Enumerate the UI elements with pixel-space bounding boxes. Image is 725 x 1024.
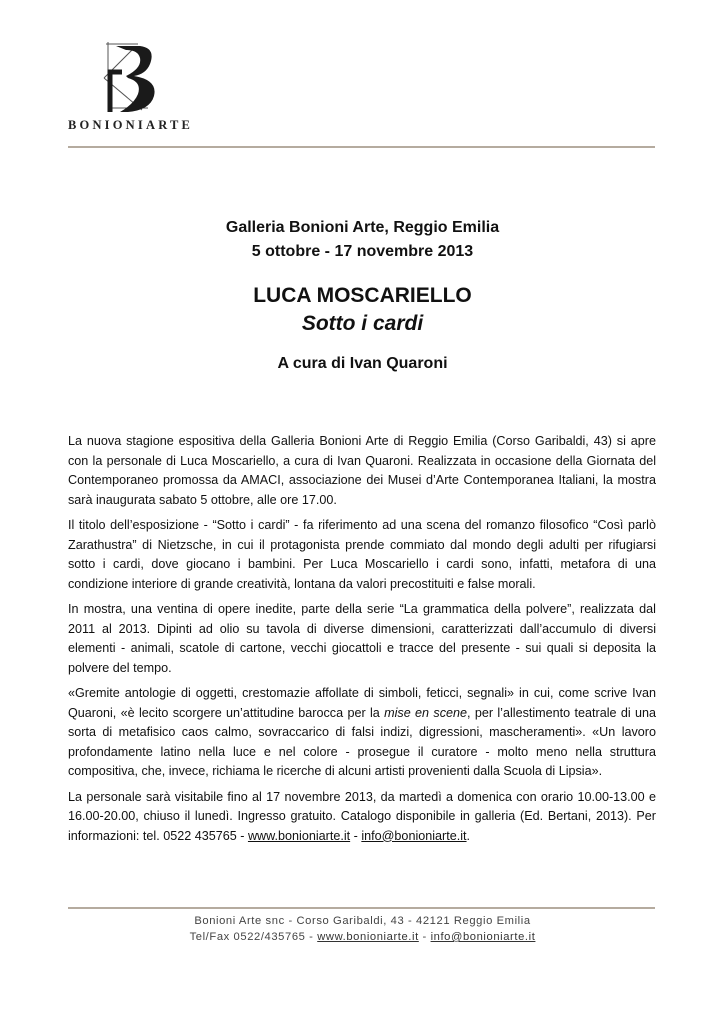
exhibition-title: Sotto i cardi	[301, 312, 424, 335]
press-release-body	[68, 432, 656, 852]
paragraph-4-end: , per l’allestimento teatrale di una sorta di metafisico caos calmo, sovraccarico di falsi indizi, digressioni, mascheramenti». «Un lavoro profondamente latino nella luce e nel colore - prosegue il curatore - molto meno nella struttura compositiva, che, invece, richiama le ricerche di alcuni artisti provenienti dalla Scuola di Lipsia».	[68, 705, 656, 778]
press-header	[0, 216, 725, 376]
paragraph-4	[68, 684, 656, 782]
top-divider	[68, 146, 655, 148]
artist-name: LUCA MOSCARIELLO	[253, 284, 472, 307]
paragraph-5-end: .	[466, 828, 471, 843]
logo-wordmark: BONIONIARTE	[68, 118, 194, 132]
footer-phone: Tel/Fax 0522/435765 -	[189, 931, 318, 943]
page-footer	[0, 913, 725, 945]
paragraph-3: In mostra, una ventina di opere inedite, parte della serie “La grammatica della polvere”, realizzata dal 2011 al 2013. Dipinti ad olio su tavola di diverse dimensioni, caratterizzati dall’accumulo di diversi elementi - animali, scatole di cartone, vecchi giocattoli e tracce del presente - sui quali si deposita la polvere del tempo.	[68, 602, 656, 675]
footer-contacts	[0, 929, 725, 945]
logo-mark-icon	[98, 38, 168, 116]
paragraph-5-sep: -	[350, 828, 362, 843]
paragraph-4-start: «Gremite antologie di oggetti, crestomazie affollate di simboli, feticci, segnali» in cui, come scrive Ivan Quaroni, «è lecito scorgere un’attitudine barocca per la	[68, 686, 656, 720]
footer-sep: -	[418, 931, 431, 943]
paragraph-1: La nuova stagione espositiva della Galleria Bonioni Arte di Reggio Emilia (Corso Garibaldi, 43) si apre con la personale di Luca Moscariello, a cura di Ivan Quaroni. Realizzata in occasione della Giornata del Contemporaneo promossa da AMACI, associazione dei Musei d’Arte Contemporanea Italiani, la mostra sarà inaugurata sabato 5 ottobre, alle ore 17.00.	[68, 434, 656, 507]
gallery-line: Galleria Bonioni Arte, Reggio Emilia	[225, 219, 500, 236]
bottom-divider	[68, 907, 655, 909]
bonioni-arte-logo	[68, 38, 198, 138]
footer-address: Bonioni Arte snc - Corso Garibaldi, 43 - 42121 Reggio Emilia	[194, 915, 531, 927]
footer-email-link[interactable]: info@bonioniarte.it	[430, 931, 536, 943]
paragraph-2: Il titolo dell’esposizione - “Sotto i cardi” - fa riferimento ad una scena del romanzo filosofico “Così parlò Zarathustra” di Nietzsche, in cui il protagonista prende commiato dal mondo degli adulti per rifugiarsi sotto i cardi, dove giocano i bambini. Per Luca Moscariello i cardi sono, infatti, metafora di una condizione interiore di grande creatività, lontana da valori precostituiti e false morali.	[68, 518, 656, 591]
paragraph-5-start: La personale sarà visitabile fino al 17 novembre 2013, da martedì a domenica con orario 10.00-13.00 e 16.00-20.00, chiuso il lunedì. Ingresso gratuito. Catalogo disponibile in galleria (Ed. Bertani, 2013). Per informazioni: tel. 0522 435765 -	[68, 789, 656, 843]
paragraph-4-italic: mise en scene	[384, 705, 467, 720]
website-link[interactable]: www.bonioniarte.it	[247, 828, 351, 843]
footer-website-link[interactable]: www.bonioniarte.it	[317, 931, 419, 943]
dates-line: 5 ottobre - 17 novembre 2013	[251, 243, 474, 260]
curator-line: A cura di Ivan Quaroni	[277, 355, 448, 372]
paragraph-5	[68, 788, 656, 847]
email-link[interactable]: info@bonioniarte.it	[361, 828, 467, 843]
